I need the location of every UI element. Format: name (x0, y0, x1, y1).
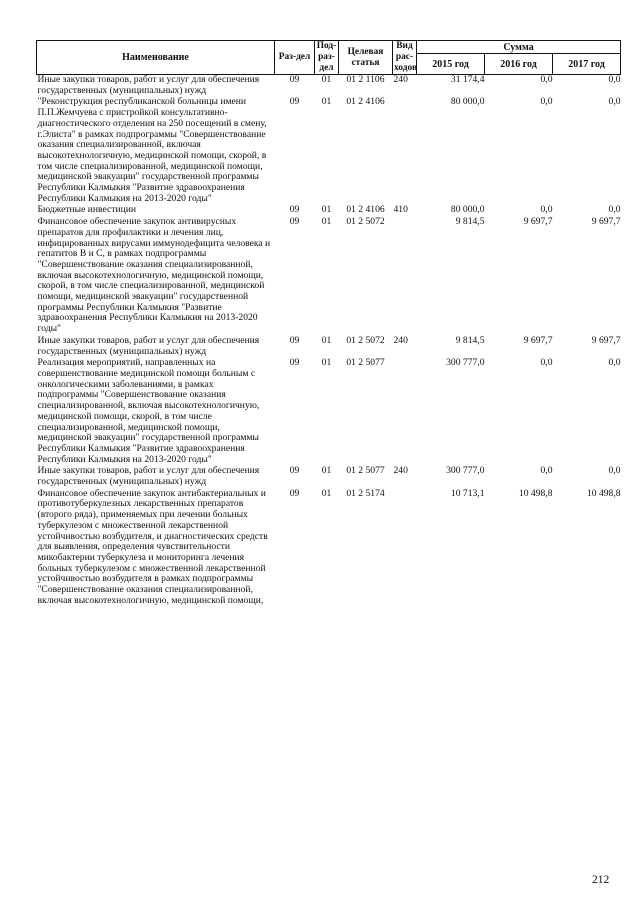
row-sum-2016: 0,0 (540, 96, 553, 108)
row-name: Иные закупки товаров, работ и услуг для обеспечения государственных (муниципальных) нужд (37, 465, 260, 488)
row-razdel: 09 (289, 74, 300, 85)
row-podrazdel: 01 (321, 204, 332, 216)
table-row (37, 489, 621, 608)
row-podrazdel: 01 (321, 74, 332, 85)
row-tselevaya-statya: 01 2 4106 (346, 96, 385, 108)
row-sum-2015: 9 814,5 (455, 334, 485, 346)
table-body (37, 75, 621, 608)
row-vid-rashodov (393, 217, 417, 336)
row-sum-2015: 300 777,0 (446, 357, 485, 369)
budget-table-page (36, 40, 620, 607)
row-sum-2016: 0,0 (540, 357, 553, 369)
row-sum-2015: 300 777,0 (446, 465, 485, 477)
row-tselevaya-statya: 01 2 5077 (346, 465, 385, 477)
row-sum-2017: 0,0 (608, 96, 621, 108)
row-sum-2017: 0,0 (608, 465, 621, 477)
row-sum-2015: 80 000,0 (450, 204, 485, 216)
row-vid-rashodov: 240 (393, 465, 408, 477)
row-sum-2017: 0,0 (608, 204, 621, 216)
row-razdel: 09 (289, 487, 300, 499)
row-sum-2016: 0,0 (540, 74, 553, 85)
header-name: Наименование (37, 41, 275, 75)
row-sum-2016: 10 498,8 (518, 487, 553, 499)
row-name: Финансовое обеспечение закупок антибактериальных и противотуберкулезных лекарственных препаратов (второго ряда), применяемых при лечении больных туберкулезом с множественной лекарственной устойчивостью возбудителя, и диагностических средств для выявления, определения чувствительности микобактерии туберкулеза и мониторинга лечения больных туберкулезом с множественной лекарственной устойчивостью возбудителя в рамках подпрограммы "Совершенствование оказания специализированной, включая высокотехнологичную, медицинской помощи, (37, 487, 268, 606)
row-tselevaya-statya: 01 2 5072 (346, 216, 385, 228)
table-row (37, 75, 621, 98)
budget-table (36, 40, 621, 607)
row-sum-2015: 10 713,1 (450, 487, 485, 499)
row-podrazdel: 01 (321, 465, 332, 477)
row-tselevaya-statya: 01 2 1106 (346, 74, 385, 85)
row-sum-2017: 0,0 (608, 357, 621, 369)
row-razdel: 09 (289, 465, 300, 477)
header-summa: Сумма (417, 41, 621, 54)
header-year-2016: 2016 год (485, 54, 553, 75)
row-razdel: 09 (289, 357, 300, 369)
row-vid-rashodov: 240 (393, 334, 408, 346)
row-sum-2017: 9 697,7 (591, 334, 621, 346)
header-vid-rashodov: Вид рас-ходов (394, 41, 418, 73)
table-row (37, 336, 621, 358)
row-sum-2016: 9 697,7 (523, 216, 553, 228)
row-sum-2016: 9 697,7 (523, 334, 553, 346)
row-sum-2017: 0,0 (608, 74, 621, 85)
row-sum-2017: 10 498,8 (586, 487, 621, 499)
table-row (37, 97, 621, 205)
table-row (37, 466, 621, 488)
row-sum-2016: 0,0 (540, 465, 553, 477)
header-year-2017: 2017 год (553, 54, 621, 75)
row-podrazdel: 01 (321, 96, 332, 108)
row-name: "Реконструкция республиканской больницы имени П.П.Жемчуева с пристройкой консультативно-диагностического отделения на 250 посещений в смену, г.Элиста" в рамках подпрограммы "Совершенствование оказания специализированной, включая высокотехнологичную, медицинской помощи, скорой, в том числе специализированной, медицинской помощи, медицинской эвакуации" государственной программы Республики Калмыкия "Развитие здравоохранения Республики Калмыкия на 2013-2020 годы" (37, 96, 267, 204)
row-tselevaya-statya: 01 2 5072 (346, 334, 385, 346)
row-vid-rashodov (393, 358, 417, 466)
row-podrazdel: 01 (321, 334, 332, 346)
row-tselevaya-statya: 01 2 5174 (346, 487, 385, 499)
row-razdel: 09 (289, 204, 300, 216)
row-sum-2016: 0,0 (540, 204, 553, 216)
row-sum-2017: 9 697,7 (591, 216, 621, 228)
table-row (37, 358, 621, 466)
row-razdel: 09 (289, 334, 300, 346)
row-vid-rashodov: 410 (393, 204, 408, 216)
row-podrazdel: 01 (321, 216, 332, 228)
row-vid-rashodov (393, 489, 417, 608)
row-vid-rashodov: 240 (393, 74, 408, 85)
row-tselevaya-statya: 01 2 4106 (346, 204, 385, 216)
header-podrazdel: Под-раз-дел (315, 41, 339, 75)
row-razdel: 09 (289, 96, 300, 108)
row-name: Бюджетные инвестиции (37, 204, 136, 216)
header-razdel: Раз-дел (275, 41, 315, 75)
table-row (37, 217, 621, 336)
row-name: Реализация мероприятий, направленных на совершенствование медицинской помощи больным с онкологическими заболеваниями, в рамках подпрограммы "Совершенствование оказания специализированной, включая высокотехнологичную, медицинской помощи, скорой, в том числе специализированной, медицинской помощи, медицинской эвакуации" государственной программы Республики Калмыкия "Развитие здравоохранения Республики Калмыкия на 2013-2020 годы" (37, 357, 260, 465)
row-name: Иные закупки товаров, работ и услуг для обеспечения государственных (муниципальных) нужд (37, 334, 260, 357)
row-name: Иные закупки товаров, работ и услуг для обеспечения государственных (муниципальных) нужд (37, 74, 260, 96)
row-razdel: 09 (289, 216, 300, 228)
header-tselevaya-statya: Целевая статья (339, 41, 393, 75)
row-podrazdel: 01 (321, 487, 332, 499)
row-tselevaya-statya: 01 2 5077 (346, 357, 385, 369)
page-number: 212 (592, 874, 610, 886)
row-podrazdel: 01 (321, 357, 332, 369)
row-sum-2015: 31 174,4 (450, 74, 485, 85)
row-sum-2015: 9 814,5 (455, 216, 485, 228)
row-sum-2015: 80 000,0 (450, 96, 485, 108)
header-year-2015: 2015 год (417, 54, 485, 75)
row-name: Финансовое обеспечение закупок антивирусных препаратов для профилактики и лечения лиц, инфицированных вирусами иммунодефицита человека и гепатитов В и С, в рамках подпрограммы "Совершенствование оказания специализированной, включая высокотехнологичную, медицинской помощи, скорой, в том числе специализированной, медицинской помощи, медицинской эвакуации" государственной программы Республики Калмыкия "Развитие здравоохранения Республики Калмыкия на 2013-2020 годы" (37, 216, 271, 335)
row-vid-rashodov (393, 97, 417, 205)
